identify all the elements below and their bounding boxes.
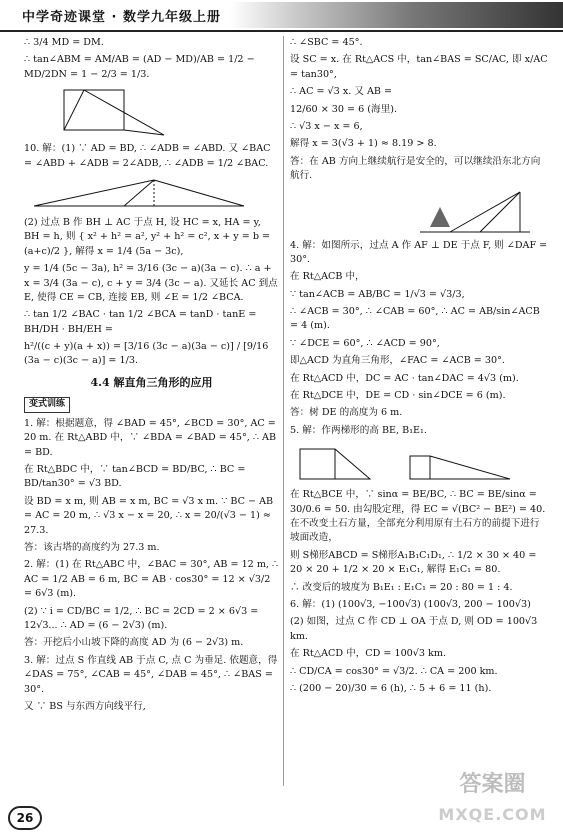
text-line: 又 ∵ BS 与东西方向线平行, bbox=[24, 700, 146, 712]
section-tag: 变式训练 bbox=[24, 397, 70, 413]
text-line: 3. 解：过点 S 作直线 AB 于点 C, 点 C 为垂足. 依题意，得 ∠DAS = 75°, ∠CAB = 45°, ∠DAB = 45°, ∴ ∠BAS = 30°. bbox=[24, 654, 278, 695]
column-divider bbox=[283, 36, 284, 786]
text-line: ∵ ∠DCE = 60°, ∴ ∠ACD = 90°, bbox=[290, 337, 440, 349]
text-line: 即△ACD 为直角三角形，∠FAC = ∠ACB = 30°. bbox=[290, 355, 505, 367]
text-line: ∴ (200 − 20)/30 = 6 (h), ∴ 5 + 6 = 11 (h). bbox=[290, 682, 492, 694]
text-line: 2. 解：(1) 在 Rt△ABC 中，∠BAC = 30°, AB = 12 m, ∴ AC = 1/2 AB = 6 m, BC = AB · cos30° = 12 × √3/2 = 6√3 (m). bbox=[24, 559, 279, 600]
text-line: 4. 解：如图所示，过点 A 作 AF ⊥ DE 于点 F, 则 ∠DAF = 30°. bbox=[290, 239, 548, 265]
text-line: 在 Rt△ACD 中，CD = 100√3 km. bbox=[290, 648, 447, 660]
text-line: 解得 x = 3(√3 + 1) ≈ 8.19 > 8. bbox=[290, 138, 437, 150]
header-banner-image bbox=[230, 2, 563, 28]
text-line: 则 S梯形ABCD = S梯形A₁B₁C₁D₁, ∴ 1/2 × 30 × 40 = 20 × 20 + 1/2 × 20 × E₁C₁, 解得 E₁C₁ = 80. bbox=[290, 549, 537, 576]
text-line: 在 Rt△ACD 中，DC = AC · tan∠DAC = 4√3 (m). bbox=[290, 372, 519, 384]
text-line: (2) ∵ i = CD/BC = 1/2, ∴ BC = 2CD = 2 × 6√3 = 12√3... ∴ AD = (6 − 2√3) (m). bbox=[24, 605, 259, 631]
text-line: 在 Rt△BCE 中，∵ sinα = BE/BC, ∴ BC = BE/sinα = 30/0.6 = 50. 由勾股定理，得 EC = √(BC² − BE²) = 40. 在不改变土石方量，全部充分利用原有土石方的前提下进行坡面改造， bbox=[290, 489, 546, 544]
figure-trapezoids bbox=[290, 441, 540, 486]
text-line: h²/((c + y)(a + x)) = [3/16 (3c − a)(3a − c)] / [9/16 (3a − c)(3c − a)] = 1/3. bbox=[24, 341, 269, 367]
text-line: ∴ 改变后的坡度为 B₁E₁ : E₁C₁ = 20 : 80 = 1 : 4. bbox=[290, 581, 513, 593]
text-line: (2) 过点 B 作 BH ⊥ AC 于点 H, 设 HC = x, HA = y, BH = h, 则 { x² + h² = a², y² + h² = c², x + y = b = (a+c)/2 }, 解得 x = 1/4 (5a − 3c), bbox=[24, 216, 271, 257]
text-line: 12/60 × 30 = 6 (海里). bbox=[290, 103, 398, 115]
watermark-text: 答案圈 bbox=[459, 772, 526, 797]
text-line: (2) 如图，过点 C 作 CD ⊥ OA 于点 D, 则 OD = 100√3 km. bbox=[290, 616, 538, 642]
right-column bbox=[290, 36, 548, 699]
text-line: 在 Rt△DCE 中，DE = CD · sin∠DCE = 6 (m). bbox=[290, 390, 506, 402]
text-line: 设 SC = x. 在 Rt△ACS 中，tan∠BAS = SC/AC, 即 x/AC = tan30°, bbox=[290, 54, 548, 80]
watermark-url: MXQE.COM bbox=[438, 805, 547, 824]
text-line: 设 BD = x m, 则 AB = x m, BC = √3 x m. ∵ BC − AB = AC = 20 m, ∴ √3 x − x = 20, ∴ x = 20/(√3 − 1) ≈ 27.3. bbox=[24, 495, 274, 536]
answer-line: 答：在 AB 方向上继续航行是安全的，可以继续沿东北方向航行. bbox=[290, 155, 541, 182]
text-line: ∴ tan 1/2 ∠BAC · tan 1/2 ∠BCA = tanD · tanE = BH/DH · BH/EH = bbox=[24, 309, 257, 335]
left-column bbox=[24, 36, 279, 717]
figure-square-abcd bbox=[24, 85, 184, 140]
page-header bbox=[0, 0, 563, 32]
text-line: ∴ ∠ACB = 30°, ∴ ∠CAB = 60°, ∴ AC = AB/sin∠ACB = 4 (m). bbox=[290, 306, 540, 332]
text-line: ∴ AC = √3 x. 又 AB = bbox=[290, 86, 393, 98]
figure-triangle-bdce bbox=[24, 174, 254, 214]
text-line: 在 Rt△ACB 中， bbox=[290, 271, 365, 283]
text-line: ∴ ∠SBC = 45°. bbox=[290, 37, 363, 48]
text-line: ∴ √3 x − x = 6, bbox=[290, 120, 363, 132]
answer-line: 答：开挖后小山坡下降的高度 AD 为 (6 − 2√3) m. bbox=[24, 637, 244, 649]
text-line: ∴ CD/CA = cos30° = √3/2. ∴ CA = 200 km. bbox=[290, 665, 498, 677]
answer-line: 答：树 DE 的高度为 6 m. bbox=[290, 407, 403, 419]
text-line: ∴ 3/4 MD = DM. bbox=[24, 37, 104, 48]
book-title: 中学奇迹课堂 · 数学九年级上册 bbox=[22, 10, 221, 25]
text-line: 6. 解：(1) (100√3, −100√3) (100√3, 200 − 100√3) bbox=[290, 598, 531, 610]
text-line: ∵ tan∠ACB = AB/BC = 1/√3 = √3/3, bbox=[290, 288, 465, 300]
text-line: 1. 解：根据题意，得 ∠BAD = 45°, ∠BCD = 30°, AC = 20 m. 在 Rt△ABD 中，∵ ∠BDA = ∠BAD = 45°, ∴ AB = BD. bbox=[24, 417, 277, 458]
answer-line: 答：该古塔的高度约为 27.3 m. bbox=[24, 541, 160, 553]
page-number: 26 bbox=[8, 806, 42, 830]
text-line: 在 Rt△BDC 中，∵ tan∠BCD = BD/BC, ∴ BC = BD/tan30° = √3 BD. bbox=[24, 464, 246, 490]
text-line: ∴ tan∠ABM = AM/AB = (AD − MD)/AB = 1/2 − MD/2DN = 1 − 2/3 = 1/3. bbox=[24, 54, 255, 80]
figure-tree-slope bbox=[290, 187, 540, 237]
watermark-logo bbox=[430, 770, 555, 835]
text-line: y = 1/4 (5c − 3a), h² = 3/16 (3c − a)(3a − c). ∴ a + x = 3/4 (3a − c), c + y = 3/4 (3c − a). 又延长 AC 到点 E, 使得 CE = CB, 连接 EB, 则 ∠E = 1/2 ∠BCA. bbox=[24, 263, 278, 303]
text-line: 5. 解：作两梯形的高 BE, B₁E₁. bbox=[290, 424, 427, 436]
text-line: 10. 解：(1) ∵ AD = BD, ∴ ∠ADB = ∠ABD. 又 ∠BAC = ∠ABD + ∠ADB = 2∠ADB, ∴ ∠ADB = 1/2 ∠BAC. bbox=[24, 143, 271, 169]
section-title: 4.4 解直角三角形的应用 bbox=[90, 375, 213, 389]
